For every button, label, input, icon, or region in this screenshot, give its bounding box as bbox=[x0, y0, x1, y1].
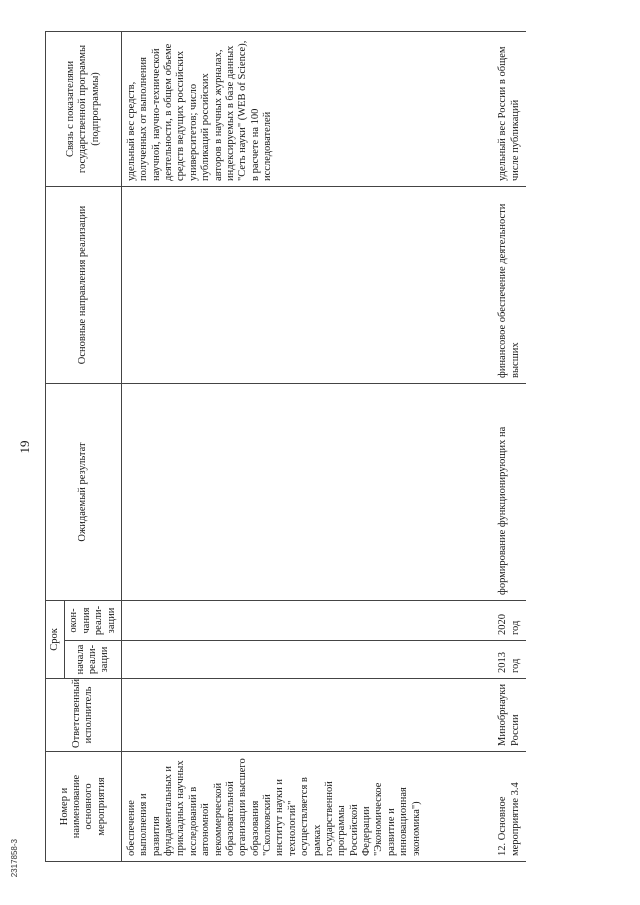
end-cell bbox=[121, 600, 493, 640]
header-directions: Основные направления реализации bbox=[46, 186, 122, 383]
executor-cell bbox=[121, 679, 493, 752]
executor-cell: Минобрнауки России bbox=[493, 679, 526, 752]
header-term: Срок bbox=[46, 600, 65, 678]
header-executor: Ответственный исполнитель bbox=[46, 679, 122, 752]
indicators-link-cell: удельный вес средств, полученных от выполнения научной, научно-технической деятельности, в общем объеме средств ведущих российских университетов; число публикаций российских авторов в научных журналах, индексируемых в базе данных "Сеть науки" (WEB of Science), в расчете на 100 исследователей bbox=[121, 31, 493, 186]
result-cell bbox=[121, 383, 493, 600]
indicators-link-cell: удельный вес России в общем числе публикаций bbox=[493, 31, 526, 186]
measures-table bbox=[45, 31, 526, 862]
document-code: 2317858-3 bbox=[10, 838, 19, 877]
result-cell: формирование функционирующих на bbox=[493, 383, 526, 600]
header-term-start: начала реали-зации bbox=[65, 641, 122, 679]
start-cell bbox=[121, 641, 493, 679]
rotated-page bbox=[17, 32, 605, 862]
header-indicators-link: Связь с показателями государственной программы (подпрограммы) bbox=[46, 31, 122, 186]
page-number: 19 bbox=[17, 440, 32, 454]
header-term-end: окон-чания реали-зации bbox=[65, 600, 122, 640]
directions-cell: финансовое обеспечение деятельности высших bbox=[493, 186, 526, 383]
directions-cell bbox=[121, 186, 493, 383]
start-cell: 2013 год bbox=[493, 641, 526, 679]
header-measure-name: Номер и наименование основного мероприятия bbox=[46, 752, 122, 862]
end-cell: 2020 год bbox=[493, 600, 526, 640]
table-row bbox=[493, 31, 526, 861]
table-row bbox=[121, 31, 493, 861]
measure-name-cell: обеспечение выполнения и развития фундаментальных и прикладных научных исследований в автономной некоммерческой образовательной организации высшего образования "Сколковский институт науки и технологий" осуществляется в рамках государственной программы Российской Федерации "Экономическое развитие и инновационная экономика") bbox=[121, 752, 493, 862]
measure-name-cell: 12. Основное мероприятие 3.4 bbox=[493, 752, 526, 862]
header-expected-result: Ожидаемый результат bbox=[46, 383, 122, 600]
